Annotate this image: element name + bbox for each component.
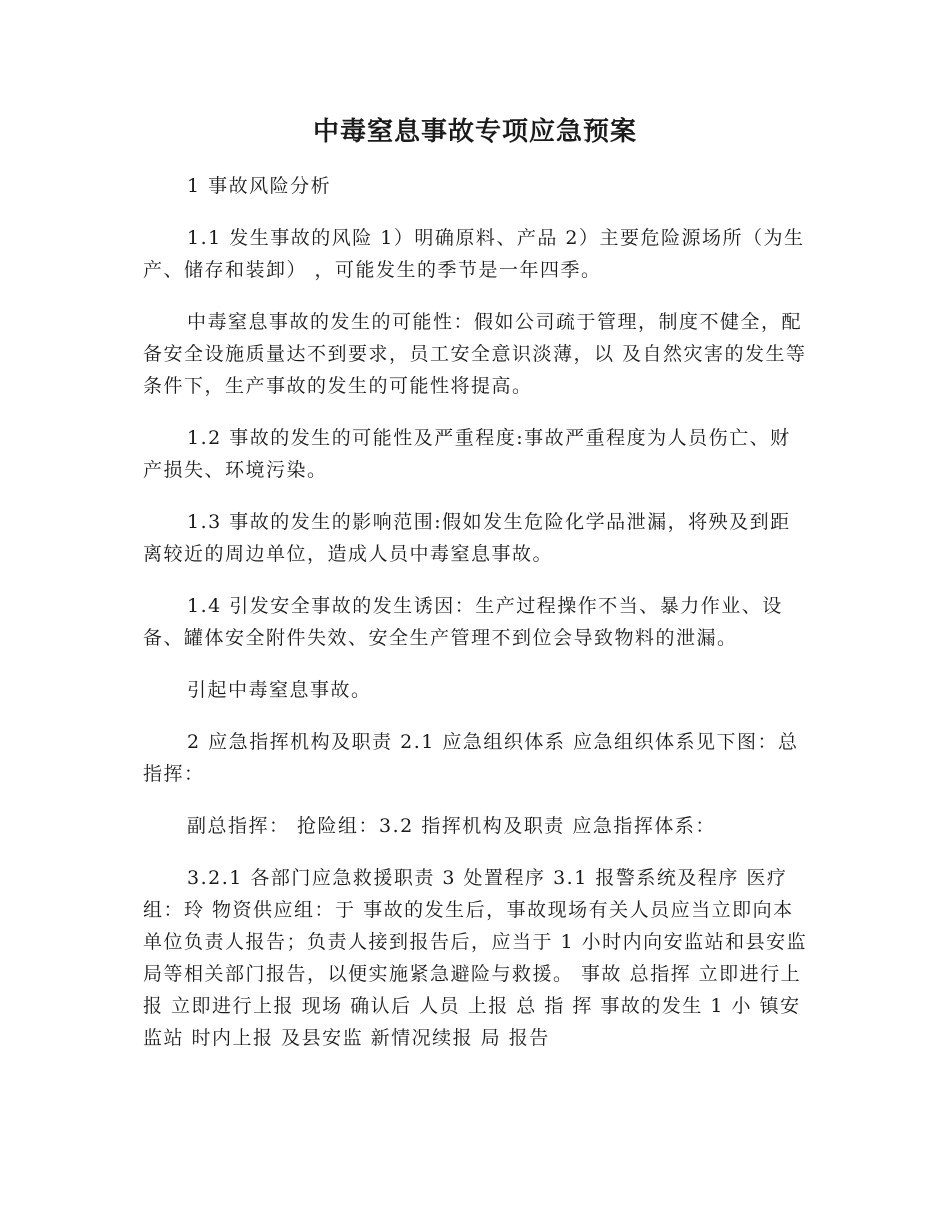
document-title: 中毒窒息事故专项应急预案 (312, 117, 637, 147)
paragraph-cause: 引起中毒窒息事故。 (187, 679, 372, 701)
paragraph-possibility: 中毒窒息事故的发生的可能性：假如公司疏于管理，制度不健全，配备安全设施质量达不到要求，员工安全意识淡薄，以 及自然灾害的发生等条件下，生产事故的发生的可能性将提高。 (143, 311, 807, 397)
paragraph-deputy: 副总指挥： 抢险组：3.2 指挥机构及职责 应急指挥体系： (187, 815, 716, 837)
paragraph-section-2: 2 应急指挥机构及职责 2.1 应急组织体系 应急组织体系见下图：总指挥： (143, 731, 799, 785)
paragraph-1-2: 1.2 事故的发生的可能性及严重程度:事故严重程度为人员伤亡、财产损失、环境污染。 (143, 427, 791, 481)
paragraph-1-3: 1.3 事故的发生的影响范围:假如发生危险化学品泄漏，将殃及到距离较近的周边单位，造成人员中毒窒息事故。 (143, 511, 791, 565)
paragraph-1-1: 1.1 发生事故的风险 1）明确原料、产品 2）主要危险源场所（为生产、储存和装卸） ，可能发生的季节是一年四季。 (143, 227, 805, 281)
paragraph-1-4: 1.4 引发安全事故的发生诱因：生产过程操作不当、暴力作业、设备、罐体安全附件失效、安全生产管理不到位会导致物料的泄漏。 (143, 595, 783, 649)
paragraph-section-1-heading: 1 事故风险分析 (187, 175, 332, 197)
paragraph-3-2-1: 3.2.1 各部门应急救援职责 3 处置程序 3.1 报警系统及程序 医疗组：玲 物资供应组：于 事故的发生后，事故现场有关人员应当立即向本单位负责人报告；负责人接到报告后，应当于 1 小时内向安监站和县安监 局等相关部门报告，以便实施紧急避险与救援。 事故 总指挥 立即进行上报 立即进行上报 现场 确认后 人员 上报 总 指 挥 事故的发生 1 小 镇安监站 时内上报 及县安监 新情况续报 局 报告 (143, 867, 815, 1049)
document-body (143, 170, 815, 1074)
